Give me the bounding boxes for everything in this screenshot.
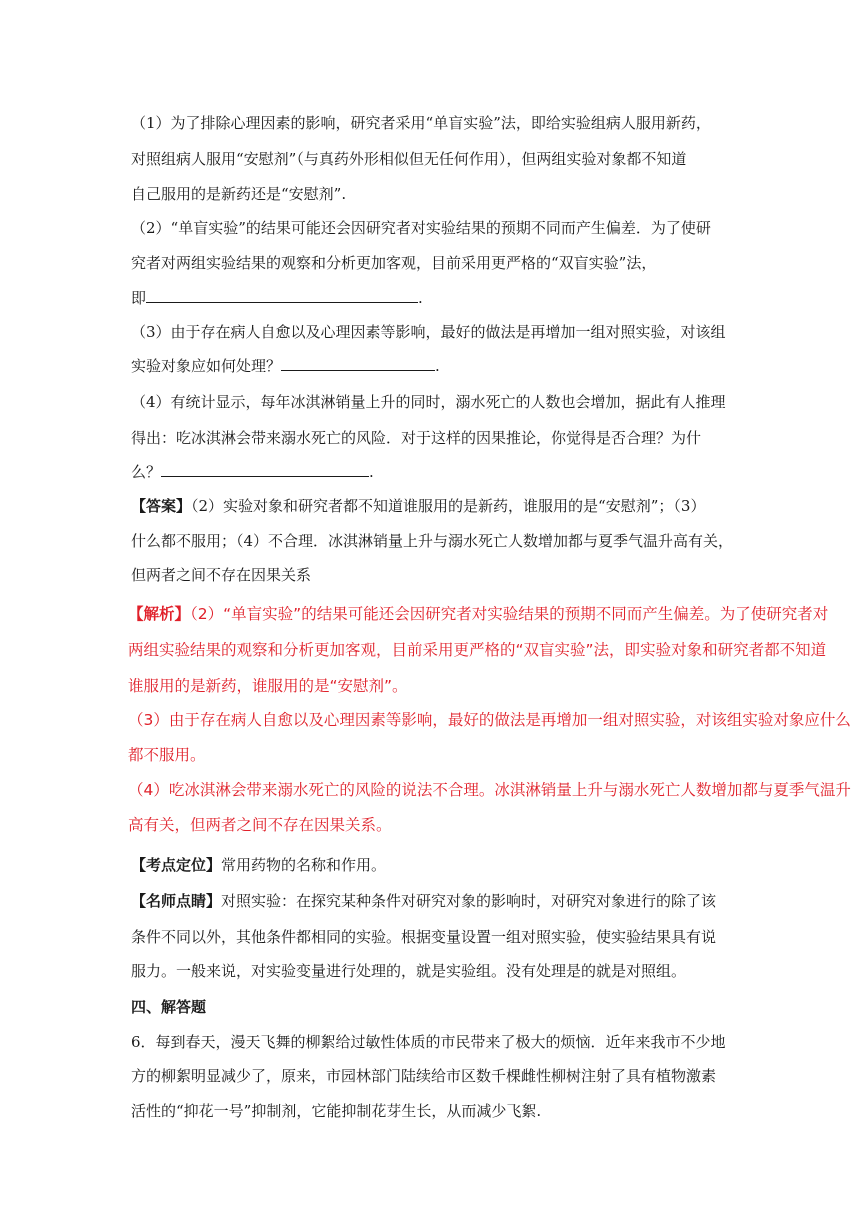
q6-line1: 6．每到春天，漫天飞舞的柳絮给过敏性体质的市民带来了极大的烦恼．近年来我市不少地 [131, 1033, 726, 1051]
kaodian-line [131, 855, 386, 875]
q6-line3: 活性的“抑花一号”抑制剂，它能抑制花芽生长，从而减少飞絮. [131, 1102, 542, 1120]
mingshi-label: 【名师点睛】 [131, 892, 222, 910]
analysis-line5: 都不服用。 [128, 746, 206, 764]
question-part3-line1: （3）由于存在病人自愈以及心理因素等影响，最好的做法是再增加一组对照实验，对该组 [131, 323, 726, 341]
analysis-line7: 高有关，但两者之间不存在因果关系。 [128, 816, 392, 834]
analysis-label: 【解析】 [128, 605, 191, 623]
question-part4-line2: 得出：吃冰淇淋会带来溺水死亡的风险．对于这样的因果推论，你觉得是否合理？为什 [131, 429, 702, 447]
blank-prefix: 实验对象应如何处理？ [131, 357, 282, 375]
analysis-line4: （3）由于存在病人自愈以及心理因素等影响，最好的做法是再增加一组对照实验，对该组实验对象应什么 [128, 711, 851, 729]
answer-blank-2[interactable] [146, 288, 418, 303]
blank-prefix: 么？ [131, 463, 162, 481]
kaodian-text: 常用药物的名称和作用。 [221, 856, 387, 874]
blank-suffix: . [435, 357, 440, 375]
question-part2-line1: （2）“单盲实验”的结果可能还会因研究者对实验结果的预期不同而产生偏差．为了使研 [131, 219, 711, 237]
blank-suffix: . [418, 289, 423, 307]
answer-line2: 什么都不服用；（4）不合理．冰淇淋销量上升与溺水死亡人数增加都与夏季气温升高有关， [131, 532, 734, 550]
mingshi-text: 对照实验：在探究某种条件对研究对象的影响时，对研究对象进行的除了该 [221, 892, 717, 910]
answer-label: 【答案】 [131, 497, 192, 515]
analysis-line3: 谁服用的是新药，谁服用的是“安慰剂”。 [128, 677, 408, 695]
question-part4-line1: （4）有统计显示，每年冰淇淋销量上升的同时，溺水死亡的人数也会增加，据此有人推理 [131, 393, 726, 411]
question-part1-line1: （1）为了排除心理因素的影响，研究者采用“单盲实验”法，即给实验组病人服用新药， [131, 114, 711, 132]
answer-line3: 但两者之间不存在因果关系 [131, 566, 312, 584]
question-part2-line2: 究者对两组实验结果的观察和分析更加客观，目前采用更严格的“双盲实验”法， [131, 254, 657, 272]
answer-blank-4[interactable] [161, 462, 369, 477]
mingshi-line2: 条件不同以外，其他条件都相同的实验。根据变量设置一组对照实验，使实验结果具有说 [131, 928, 717, 946]
q6-line2: 方的柳絮明显减少了，原来，市园林部门陆续给市区数千棵雌性柳树注射了具有植物激素 [131, 1067, 717, 1085]
kaodian-label: 【考点定位】 [131, 856, 222, 874]
analysis-line2: 两组实验结果的观察和分析更加客观，目前采用更严格的“双盲实验”法，即实验对象和研究者都不知道 [128, 641, 827, 659]
section-title: 四、解答题 [131, 998, 207, 1016]
analysis-text: （2）“单盲实验”的结果可能还会因研究者对实验结果的预期不同而产生偏差。为了使研究者对 [190, 605, 829, 623]
answer-text: （2）实验对象和研究者都不知道谁服用的是新药，谁服用的是“安慰剂”；（3） [191, 497, 706, 515]
question-part1-line3: 自己服用的是新药还是“安慰剂”. [131, 185, 347, 203]
analysis-line1 [128, 604, 828, 624]
answer-line1 [131, 496, 705, 516]
question-part3-line2 [131, 356, 440, 376]
analysis-line6: （4）吃冰淇淋会带来溺水死亡的风险的说法不合理。冰淇淋销量上升与溺水死亡人数增加都与夏季气温升 [128, 781, 851, 799]
question-part1-line2: 对照组病人服用“安慰剂”（与真药外形相似但无任何作用），但两组实验对象都不知道 [131, 150, 687, 168]
blank-suffix: . [369, 463, 374, 481]
mingshi-line1 [131, 891, 716, 911]
question-part4-line3 [131, 462, 374, 482]
mingshi-line3: 服力。一般来说，对实验变量进行处理的，就是实验组。没有处理是的就是对照组。 [131, 962, 687, 980]
question-part2-line3 [131, 288, 423, 308]
answer-blank-3[interactable] [281, 356, 435, 371]
blank-prefix: 即 [131, 289, 147, 307]
